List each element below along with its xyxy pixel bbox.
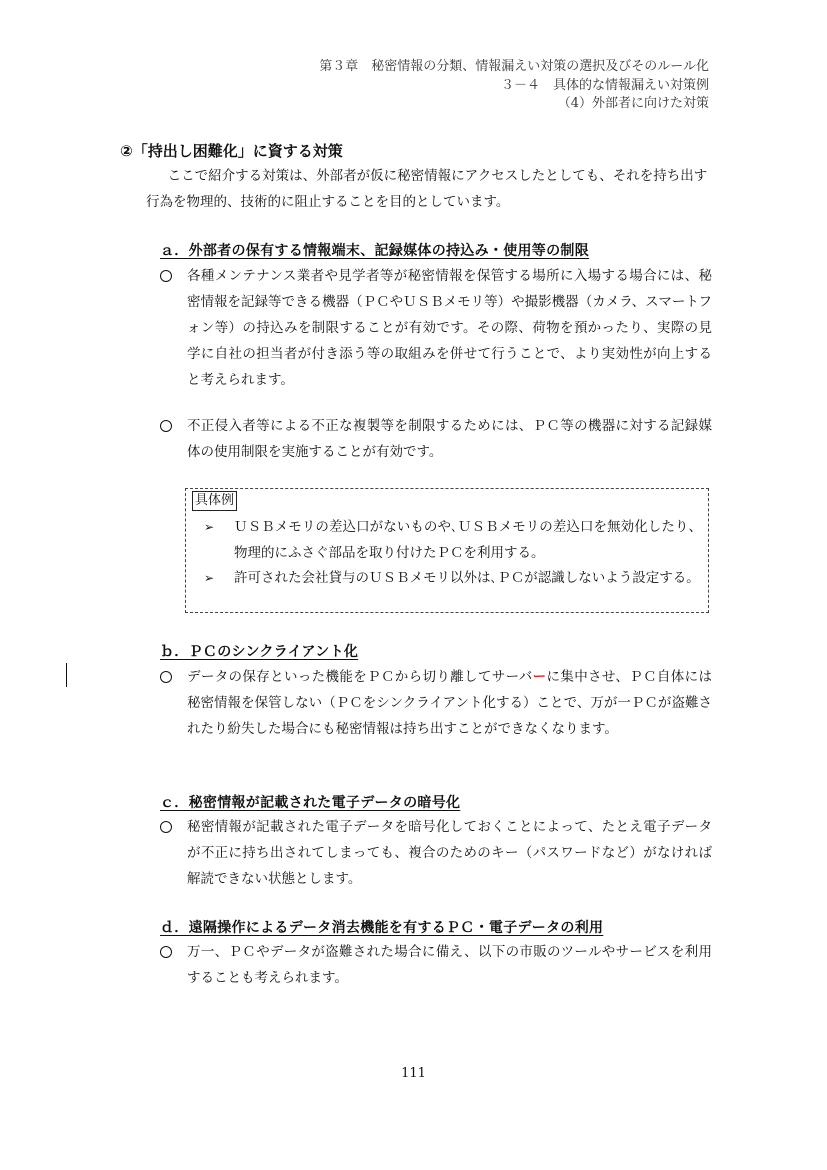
heading-a: ａ．外部者の保有する情報端末、記録媒体の持込み・使用等の制限 — [160, 243, 589, 259]
example-box — [185, 488, 709, 613]
example-item — [204, 565, 702, 591]
circle-bullet-icon — [160, 420, 172, 432]
list-item-text: 各種メンテナンス業者や見学者等が秘密情報を保管する場所に入場する場合には、秘密情報を記録等できる機器（ＰＣやＵＳＢメモリ等）や撮影機器（カメラ、スマートフォン等）の持込みを制限することが有効です。その際、荷物を預かったり、実際の見学に自社の担当者が付き添う等の取組みを併せて行うことで、より実効性が向上すると考えられます。 — [187, 268, 712, 388]
example-item-text: ＵＳＢメモリの差込口がないものや､ＵＳＢメモリの差込口を無効化したり、物理的にふさぐ部品を取り付けたＰＣを利用する。 — [234, 519, 702, 561]
revision-mark: ー — [532, 669, 547, 685]
arrow-bullet-icon: ➢ — [204, 571, 215, 585]
circle-bullet-icon — [160, 270, 172, 282]
list-item-text: 万一、ＰＣやデータが盗難された場合に備え、以下の市販のツールやサービスを利用することも考えられます。 — [187, 944, 712, 986]
list-item-text: 秘密情報が記載された電子データを暗号化しておくことによって、たとえ電子データが不正に持ち出されてしまっても、複合のためのキー（パスワードなど）がなければ解読できない状態とします。 — [187, 819, 712, 887]
page-header — [319, 58, 709, 114]
header-subsection: （4）外部者に向けた対策 — [557, 96, 709, 111]
list-item — [160, 820, 712, 892]
circle-bullet-icon — [160, 821, 172, 833]
example-label: 具体例 — [192, 491, 237, 511]
list-item — [160, 945, 712, 991]
circle-bullet-icon — [160, 671, 172, 683]
section-intro: ここで紹介する対策は、外部者が仮に秘密情報にアクセスしたとしても、それを持ち出す行為を物理的、技術的に阻止することを目的としています。 — [146, 168, 708, 210]
list-item — [160, 269, 712, 393]
text-cursor — [66, 663, 67, 687]
item-text-part: データの保存といった機能をＰＣから切り離してサーバ — [187, 669, 533, 685]
list-item — [160, 419, 712, 465]
list-item-text: 不正侵入者等による不正な複製等を制限するためには、ＰＣ等の機器に対する記録媒体の使用制限を実施することが有効です。 — [187, 418, 712, 460]
example-item — [204, 514, 702, 566]
section-title: ②「持出し困難化」に資する対策 — [120, 142, 343, 160]
heading-c: ｃ．秘密情報が記載された電子データの暗号化 — [160, 795, 461, 811]
heading-b: ｂ．ＰＣのシンクライアント化 — [160, 644, 359, 660]
item-text-part: に集中させ、ＰＣ自体には秘密情報を保管しない（ＰＣをシンクライアント化する）ことで、万が一ＰＣが盗難されたり紛失した場合にも秘密情報は持ち出すことができなくなります。 — [187, 669, 712, 737]
header-section: ３－４ 具体的な情報漏えい対策例 — [500, 77, 709, 93]
circle-bullet-icon — [160, 946, 172, 958]
heading-d: ｄ．遠隔操作によるデータ消去機能を有するＰＣ・電子データの利用 — [160, 920, 604, 936]
header-chapter: 第３章 秘密情報の分類、情報漏えい対策の選択及びそのルール化 — [319, 59, 709, 74]
list-item — [160, 670, 712, 742]
list-item-text — [187, 664, 712, 742]
example-item-text: 許可された会社貸与のＵＳＢメモリ以外は､ＰＣが認識しないよう設定する。 — [234, 570, 700, 586]
page-number: 111 — [401, 1066, 426, 1081]
arrow-bullet-icon: ➢ — [204, 520, 215, 534]
